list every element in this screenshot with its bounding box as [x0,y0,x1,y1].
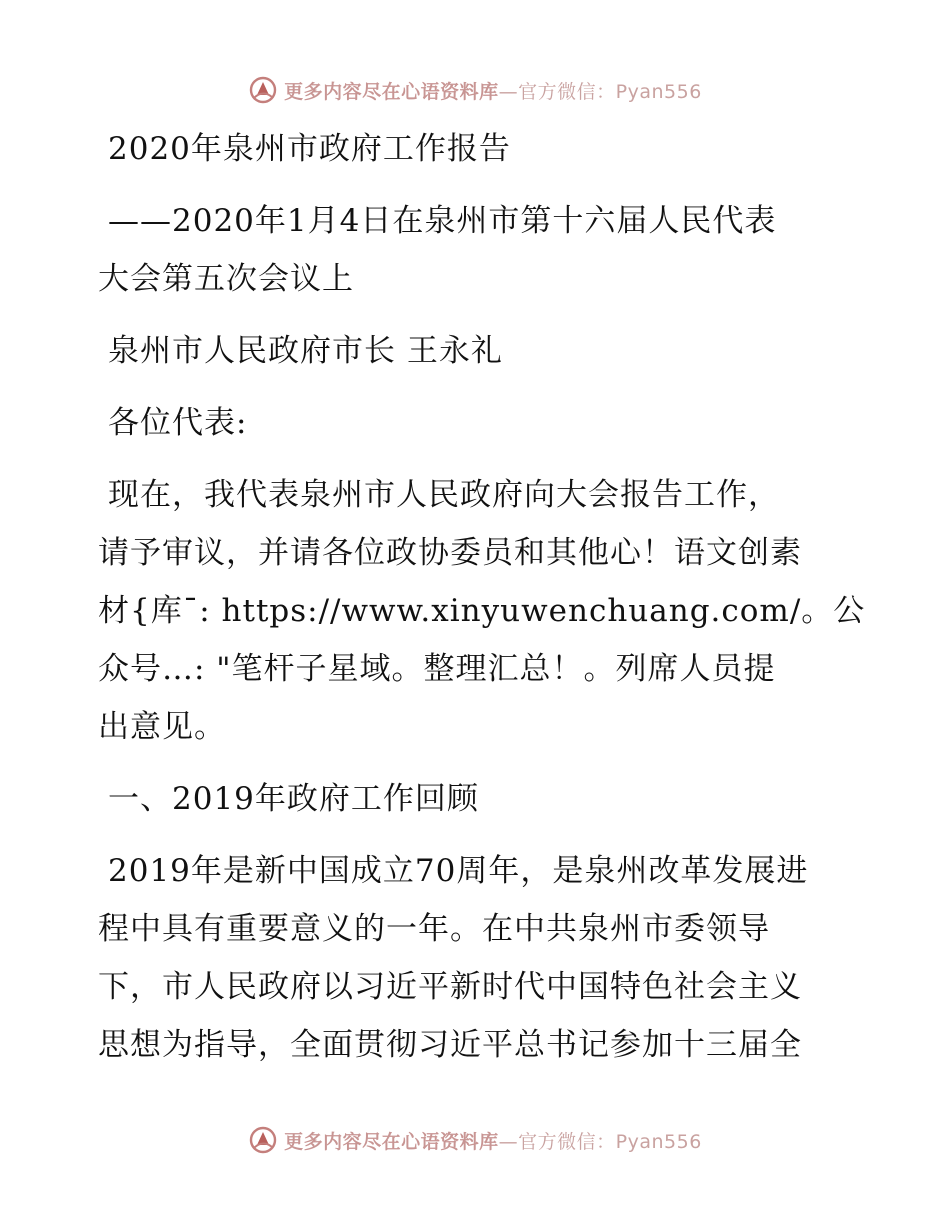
red-ribbon-logo-icon [248,75,278,105]
subtitle-line: 大会第五次会议上 [98,261,354,297]
salutation: 各位代表: [108,405,248,441]
section-heading: 一、2019年政府工作回顾 [108,781,479,817]
paragraph-line: 出意见。 [98,709,226,745]
paragraph-line: 材{库¯: https://www.xinyuwenchuang.com/。公 [98,593,866,629]
document-title: 2020年泉州市政府工作报告 [108,131,511,167]
paragraph-line: 思想为指导，全面贯彻习近平总书记参加十三届全 [98,1027,802,1063]
paragraph-line: 下，市人民政府以习近平新时代中国特色社会主义 [98,969,802,1005]
paragraph-line: 2019年是新中国成立70周年，是泉州改革发展进 [108,853,809,889]
paragraph-line: 众号…: "笔杆子星域。整理汇总！。列席人员提 [98,651,776,687]
watermark-text: 更多内容尽在心语资料库—官方微信：Pyan556 [284,80,702,103]
paragraph-line: 现在，我代表泉州市人民政府向大会报告工作， [108,477,780,513]
paragraph-line: 程中具有重要意义的一年。在中共泉州市委领导 [98,911,770,947]
subtitle-line: ——2020年1月4日在泉州市第十六届人民代表 [108,203,777,239]
document-body [98,120,866,1074]
red-ribbon-logo-icon [248,1125,278,1155]
watermark-banner-top [0,70,950,110]
watermark-banner-bottom [0,1120,950,1160]
paragraph-line: 请予审议，并请各位政协委员和其他心！语文创素 [98,535,802,571]
author-line: 泉州市人民政府市长 王永礼 [108,333,503,369]
watermark-text: 更多内容尽在心语资料库—官方微信：Pyan556 [284,1130,702,1153]
